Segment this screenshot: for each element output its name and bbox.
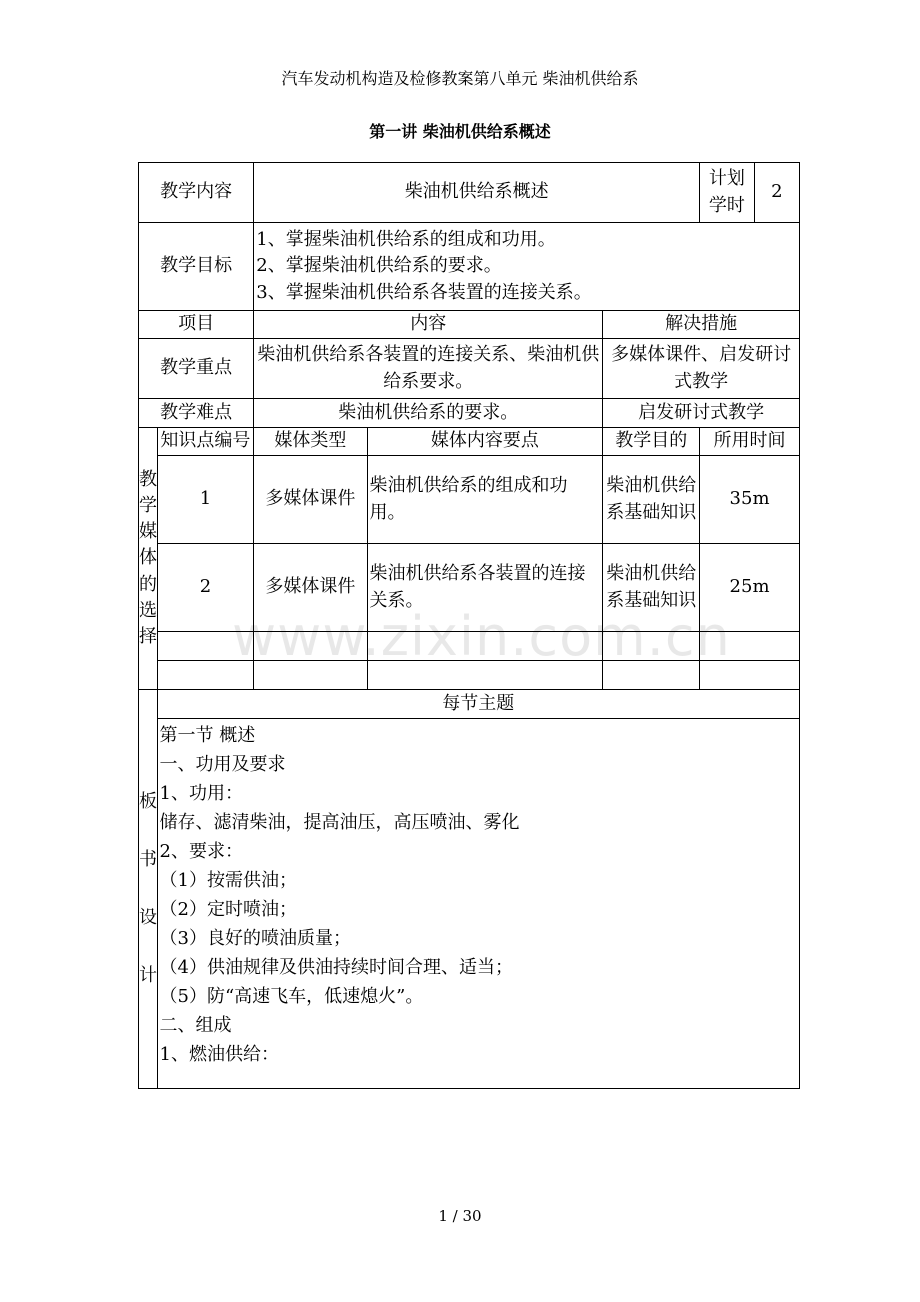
board-line: （1）按需供油； — [159, 870, 297, 891]
page-number: 1 / 30 — [438, 1207, 482, 1225]
media-type: 多媒体课件 — [254, 456, 367, 544]
board-line: （4）供油规律及供油持续时间合理、适当； — [159, 957, 513, 978]
col-item-header: 项目 — [139, 311, 254, 339]
board-line: 一、功用及要求 — [159, 754, 286, 775]
key-point-content: 柴油机供给系各装置的连接关系、柴油机供给系要求。 — [254, 339, 603, 399]
media-point: 柴油机供给系的组成和功用。 — [367, 456, 603, 544]
key-point-label: 教学重点 — [139, 339, 254, 399]
media-no: 2 — [157, 544, 254, 632]
board-line: 1、燃油供给： — [159, 1044, 279, 1065]
goal-item: 1、掌握柴油机供给系的组成和功用。 — [256, 229, 556, 251]
board-line: （3）良好的喷油质量； — [159, 928, 351, 949]
difficulty-solution: 启发研讨式教学 — [603, 399, 800, 428]
media-header-no: 知识点编号 — [157, 428, 254, 456]
media-selection-label: 教学媒体的选择 — [139, 428, 158, 690]
difficulty-content: 柴油机供给系的要求。 — [254, 399, 603, 428]
media-purpose: 柴油机供给系基础知识 — [603, 544, 700, 632]
difficulty-label: 教学难点 — [139, 399, 254, 428]
media-header-type: 媒体类型 — [254, 428, 367, 456]
key-point-solution: 多媒体课件、启发研讨式教学 — [603, 339, 800, 399]
board-line: 储存、滤清柴油，提高油压，高压喷油、雾化 — [159, 812, 520, 833]
goal-item: 2、掌握柴油机供给系的要求。 — [256, 255, 502, 277]
board-line: （2）定时喷油； — [159, 899, 297, 920]
planned-hours-value: 2 — [754, 163, 799, 223]
col-solution-header: 解决措施 — [603, 311, 800, 339]
content-value: 柴油机供给系概述 — [254, 163, 700, 223]
board-line: 第一节 概述 — [159, 725, 256, 746]
watermark: www.zixin.com.cn — [232, 605, 731, 668]
media-point: 柴油机供给系各装置的连接关系。 — [367, 544, 603, 632]
goals-label: 教学目标 — [139, 223, 254, 311]
board-design-label: 板书设计 — [139, 690, 158, 1089]
media-header-point: 媒体内容要点 — [367, 428, 603, 456]
media-no: 1 — [157, 456, 254, 544]
planned-hours-label: 计划学时 — [700, 163, 755, 223]
media-header-purpose: 教学目的 — [603, 428, 700, 456]
media-header-time: 所用时间 — [700, 428, 800, 456]
media-time: 35m — [700, 456, 800, 544]
board-line: （5）防“高速飞车，低速熄火”。 — [159, 986, 424, 1007]
board-line: 二、组成 — [159, 1015, 232, 1036]
table-row — [139, 456, 800, 544]
board-theme-header: 每节主题 — [157, 690, 799, 719]
goal-item: 3、掌握柴油机供给系各装置的连接关系。 — [256, 281, 592, 303]
goals-list — [254, 223, 800, 311]
board-line: 2、要求： — [159, 841, 243, 862]
media-purpose: 柴油机供给系基础知识 — [603, 456, 700, 544]
content-label: 教学内容 — [139, 163, 254, 223]
board-content — [157, 719, 799, 1089]
lesson-title: 第一讲 柴油机供给系概述 — [369, 122, 551, 141]
board-line: 1、功用： — [159, 783, 243, 804]
media-time: 25m — [700, 544, 800, 632]
page-header: 汽车发动机构造及检修教案第八单元 柴油机供给系 — [281, 69, 639, 88]
media-type: 多媒体课件 — [254, 544, 367, 632]
col-content-header: 内容 — [254, 311, 603, 339]
